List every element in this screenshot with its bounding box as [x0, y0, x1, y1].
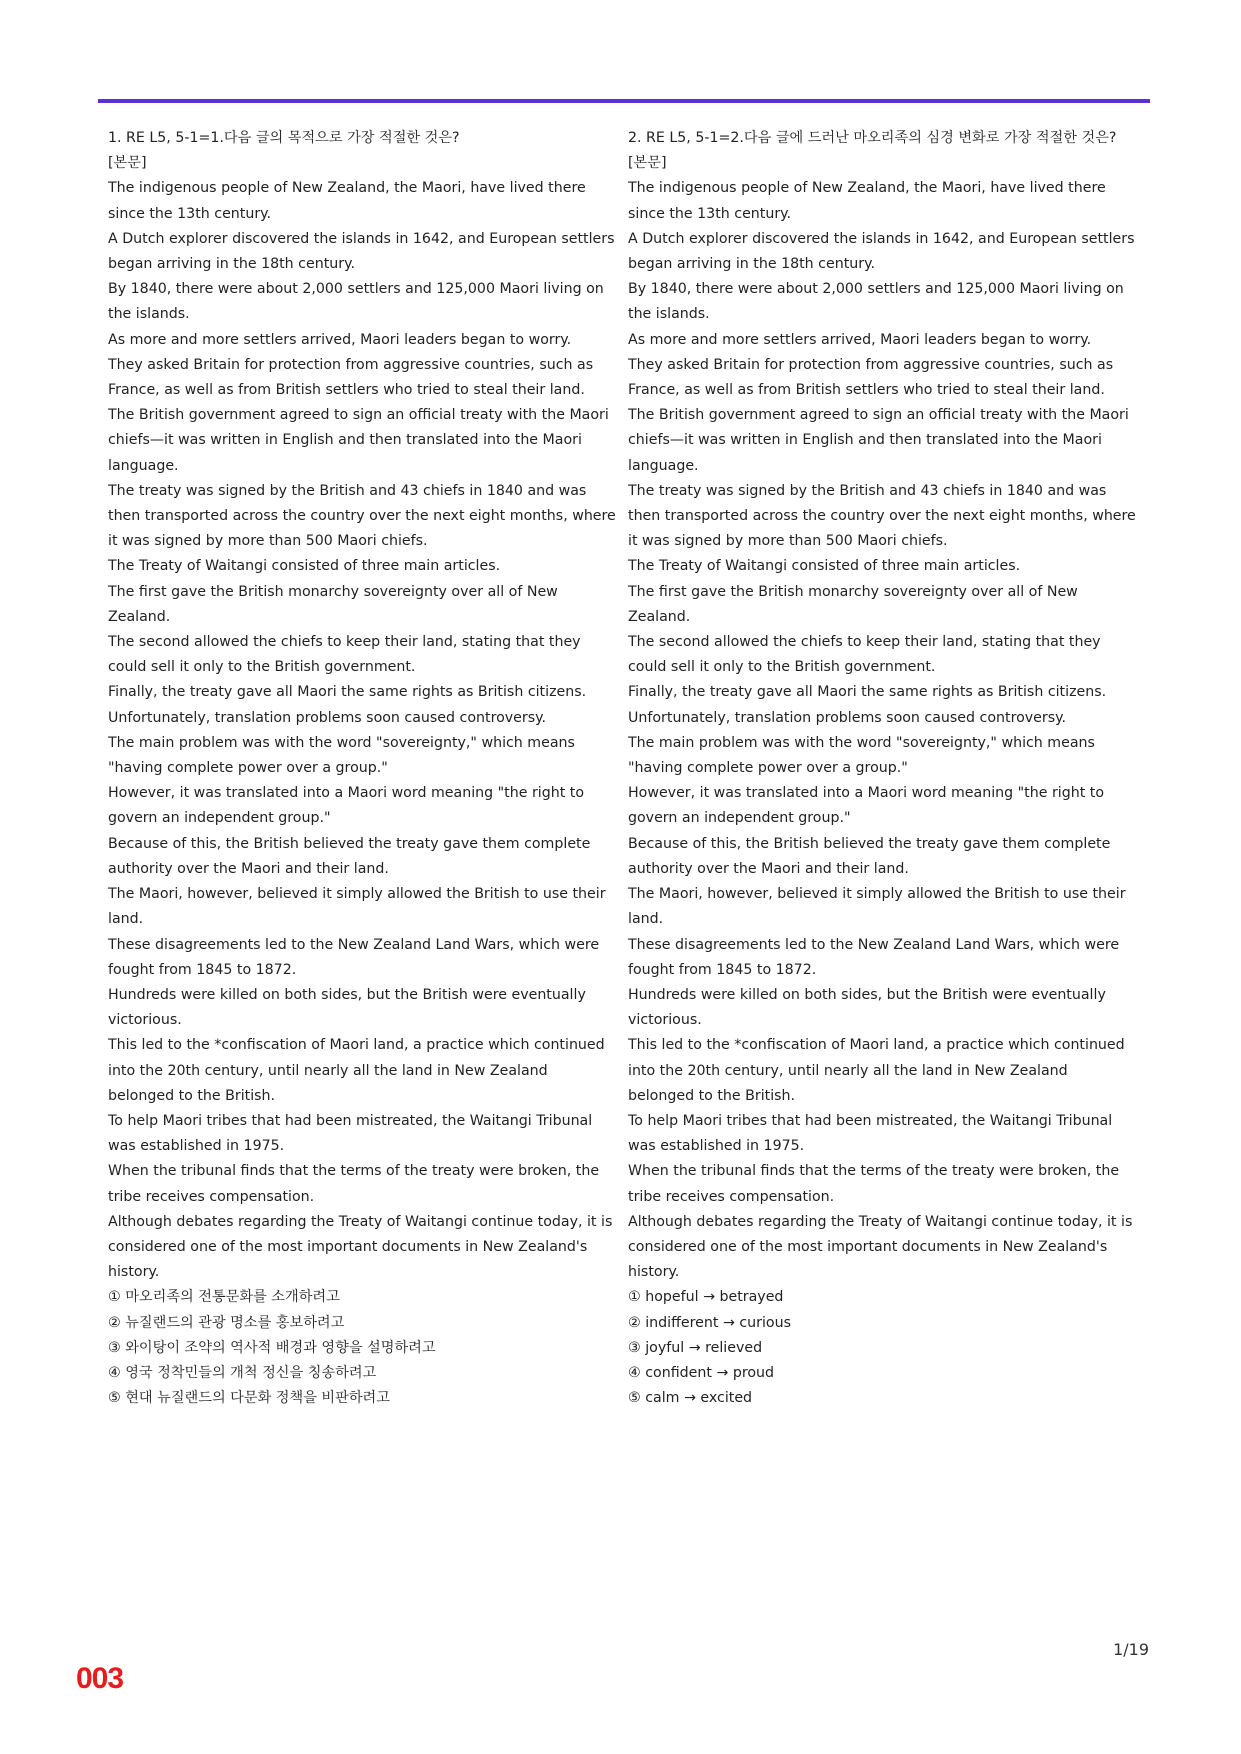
- answer-choice-4[interactable]: ④ confident → proud: [628, 1364, 775, 1381]
- section-label: [본문]: [628, 155, 667, 172]
- answer-choice-5[interactable]: ⑤ 현대 뉴질랜드의 다문화 정책을 비판하려고: [108, 1390, 390, 1407]
- answer-choice-4[interactable]: ④ 영국 정착민들의 개척 정신을 칭송하려고: [108, 1364, 377, 1381]
- answer-choice-3[interactable]: ③ joyful → relieved: [628, 1339, 763, 1356]
- passage-line: Because of this, the British believed the treaty gave them complete authority over the Maori and their land.: [108, 835, 591, 877]
- passage-line: This led to the *confiscation of Maori land, a practice which continued into the 20th century, until nearly all the land in New Zealand belonged to the British.: [628, 1037, 1125, 1104]
- passage-line: The British government agreed to sign an official treaty with the Maori chiefs—it was written in English and then translated into the Maori language.: [628, 407, 1129, 474]
- passage-line: The indigenous people of New Zealand, the Maori, have lived there since the 13th century.: [108, 180, 586, 222]
- passage-line: This led to the *confiscation of Maori land, a practice which continued into the 20th century, until nearly all the land in New Zealand belonged to the British.: [108, 1037, 605, 1104]
- passage-line: The treaty was signed by the British and 43 chiefs in 1840 and was then transported across the country over the next eight months, where it was signed by more than 500 Maori chiefs.: [628, 482, 1136, 550]
- passage-line: The Maori, however, believed it simply allowed the British to use their land.: [628, 886, 1126, 928]
- passage-line: The Maori, however, believed it simply allowed the British to use their land.: [108, 886, 606, 928]
- passage-line: However, it was translated into a Maori word meaning "the right to govern an independent group.": [628, 785, 1105, 827]
- passage-line: A Dutch explorer discovered the islands in 1642, and European settlers began arriving in the 18th century.: [628, 230, 1135, 273]
- passage-line: When the tribunal finds that the terms of the treaty were broken, the tribe receives compensation.: [628, 1163, 1120, 1205]
- question-header: 2. RE L5, 5-1=2.다음 글에 드러난 마오리족의 심경 변화로 가장 적절한 것은?: [628, 130, 1117, 146]
- passage-line: When the tribunal finds that the terms of the treaty were broken, the tribe receives compensation.: [108, 1163, 600, 1205]
- passage-line: These disagreements led to the New Zealand Land Wars, which were fought from 1845 to 1872.: [108, 936, 600, 978]
- passage-line: They asked Britain for protection from aggressive countries, such as France, as well as from British settlers who tried to steal their land.: [628, 356, 1114, 399]
- passage-line: These disagreements led to the New Zealand Land Wars, which were fought from 1845 to 1872.: [628, 936, 1120, 978]
- section-label: [본문]: [108, 155, 147, 172]
- passage-line: Unfortunately, translation problems soon caused controversy.: [628, 709, 1067, 726]
- top-divider: [98, 99, 1150, 103]
- passage-line: Because of this, the British believed the treaty gave them complete authority over the Maori and their land.: [628, 835, 1111, 877]
- passage-line: The indigenous people of New Zealand, the Maori, have lived there since the 13th century.: [628, 180, 1106, 222]
- passage-line: The Treaty of Waitangi consisted of three main articles.: [628, 558, 1021, 575]
- passage-line: By 1840, there were about 2,000 settlers and 125,000 Maori living on the islands.: [108, 281, 604, 323]
- question-2: [628, 126, 1138, 1411]
- passage-line: The main problem was with the word "sovereignty," which means "having complete power over a group.": [108, 734, 575, 777]
- passage-line: The Treaty of Waitangi consisted of three main articles.: [108, 558, 501, 575]
- answer-choice-1[interactable]: ① hopeful → betrayed: [628, 1289, 784, 1306]
- passage-line: As more and more settlers arrived, Maori leaders began to worry.: [628, 331, 1092, 348]
- passage-line: The second allowed the chiefs to keep their land, stating that they could sell it only to the British government.: [108, 634, 581, 676]
- passage-line: The British government agreed to sign an official treaty with the Maori chiefs—it was written in English and then translated into the Maori language.: [108, 407, 609, 474]
- page-number: 1/19: [1113, 1640, 1149, 1659]
- answer-choice-5[interactable]: ⑤ calm → excited: [628, 1390, 753, 1407]
- passage-line: Hundreds were killed on both sides, but the British were eventually victorious.: [628, 986, 1106, 1029]
- passage-line: However, it was translated into a Maori word meaning "the right to govern an independent group.": [108, 785, 585, 827]
- answer-choice-2[interactable]: ② indifferent → curious: [628, 1314, 791, 1331]
- passage-line: The treaty was signed by the British and 43 chiefs in 1840 and was then transported across the country over the next eight months, where it was signed by more than 500 Maori chiefs.: [108, 482, 616, 550]
- passage-line: The first gave the British monarchy sovereignty over all of New Zealand.: [108, 583, 558, 625]
- answer-choice-3[interactable]: ③ 와이탕이 조약의 역사적 배경과 영향을 설명하려고: [108, 1339, 436, 1356]
- passage-line: A Dutch explorer discovered the islands in 1642, and European settlers began arriving in the 18th century.: [108, 230, 615, 273]
- passage-line: They asked Britain for protection from aggressive countries, such as France, as well as from British settlers who tried to steal their land.: [108, 356, 594, 399]
- passage-line: The second allowed the chiefs to keep their land, stating that they could sell it only to the British government.: [628, 634, 1101, 676]
- passage-line: Finally, the treaty gave all Maori the same rights as British citizens.: [108, 684, 587, 701]
- answer-choice-1[interactable]: ① 마오리족의 전통문화를 소개하려고: [108, 1289, 340, 1306]
- passage-line: Unfortunately, translation problems soon caused controversy.: [108, 709, 547, 726]
- passage-line: Hundreds were killed on both sides, but the British were eventually victorious.: [108, 986, 586, 1029]
- page-code: 003: [76, 1662, 124, 1695]
- passage-line: As more and more settlers arrived, Maori leaders began to worry.: [108, 331, 572, 348]
- passage-line: The main problem was with the word "sovereignty," which means "having complete power over a group.": [628, 734, 1095, 777]
- passage-line: Although debates regarding the Treaty of Waitangi continue today, it is considered one of the most important documents in New Zealand's history.: [108, 1213, 613, 1281]
- question-1: [108, 126, 618, 1411]
- passage-line: To help Maori tribes that had been mistreated, the Waitangi Tribunal was established in 1975.: [108, 1112, 593, 1155]
- passage-line: The first gave the British monarchy sovereignty over all of New Zealand.: [628, 583, 1078, 625]
- passage-line: To help Maori tribes that had been mistreated, the Waitangi Tribunal was established in 1975.: [628, 1112, 1113, 1155]
- passage-line: Although debates regarding the Treaty of Waitangi continue today, it is considered one of the most important documents in New Zealand's history.: [628, 1213, 1133, 1281]
- answer-choice-2[interactable]: ② 뉴질랜드의 관광 명소를 홍보하려고: [108, 1314, 345, 1331]
- passage-line: By 1840, there were about 2,000 settlers and 125,000 Maori living on the islands.: [628, 281, 1124, 323]
- passage-line: Finally, the treaty gave all Maori the same rights as British citizens.: [628, 684, 1107, 701]
- question-header: 1. RE L5, 5-1=1.다음 글의 목적으로 가장 적절한 것은?: [108, 130, 460, 146]
